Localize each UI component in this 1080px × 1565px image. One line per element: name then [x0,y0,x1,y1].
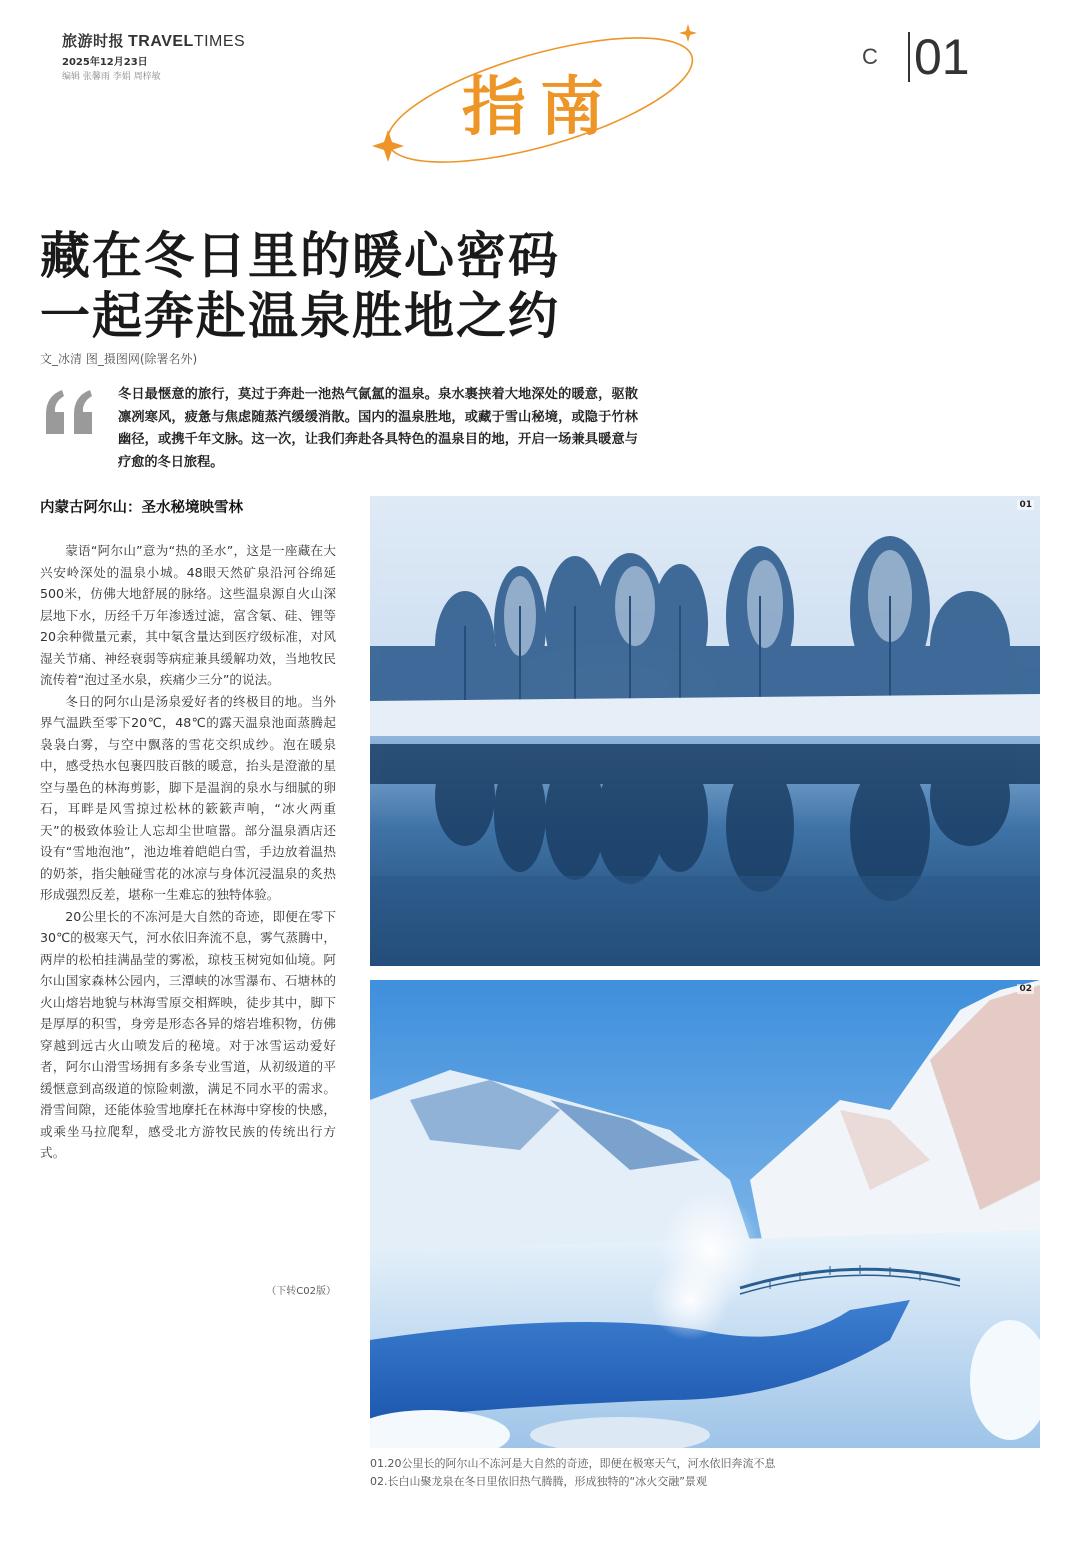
article-body [40,540,336,1164]
body-paragraph: 蒙语“阿尔山”意为“热的圣水”，这是一座藏在大兴安岭深处的温泉小城。48眼天然矿泉沿河谷绵延500米，仿佛大地舒展的脉络。这些温泉源自火山深层地下水，历经千万年渗透过滤，富含氡、硅、锂等20余种微量元素，其中氡含量达到医疗级标准，对风湿关节痛、神经衰弱等病症兼具缓解功效，当地牧民流传着“泡过圣水泉，疾痛少三分”的说法。 [40,543,336,687]
quote-mark-icon [42,384,102,444]
section-title: 指南 [462,71,618,145]
photo-number: 02 [1019,984,1032,994]
editors-line: 编辑 张馨雨 李娟 周梓敏 [62,72,161,82]
byline: 文_冰清 图_摄图网(除署名外) [40,352,198,366]
photo-caption: 01.20公里长的阿尔山不冻河是大自然的奇迹，即便在极寒天气，河水依旧奔流不息 [370,1457,776,1470]
masthead [62,30,302,82]
publication-date: 2025年12月23日 [62,57,148,68]
section-logo [360,18,710,168]
body-paragraph: 20公里长的不冻河是大自然的奇迹，即便在零下30℃的极寒天气，河水依旧奔流不息，雾气蒸腾中，两岸的松柏挂满晶莹的雾凇，琼枝玉树宛如仙境。阿尔山国家森林公园内，三潭峡的冰雪瀑布、石塘林的火山熔岩地貌与林海雪原交相辉映，徒步其中，脚下是厚厚的积雪，身旁是形态各异的熔岩堆积物，仿佛穿越到远古火山喷发后的秘境。对于冰雪运动爱好者，阿尔山滑雪场拥有多条专业雪道，从初级道的平缓惬意到高级道的惊险刺激，满足不同水平的需求。滑雪间隙，还能体验雪地摩托在林海中穿梭的快感，或乘坐马拉爬犁，感受北方游牧民族的传统出行方式。 [40,908,336,1160]
photo-number: 01 [1019,500,1032,510]
body-paragraph: 冬日的阿尔山是汤泉爱好者的终极目的地。当外界气温跌至零下20℃，48℃的露天温泉池面蒸腾起袅袅白雾，与空中飘落的雪花交织成纱。泡在暖泉中，感受热水包裹四肢百骸的暖意，抬头是澄澈的星空与墨色的林海剪影，脚下是温润的泉水与细腻的卵石，耳畔是风雪掠过松林的簌簌声响，“冰火两重天”的极致体验让人忘却尘世喧嚣。部分温泉酒店还设有“雪地泡池”，池边堆着皑皑白雪，手边放着温热的奶茶，指尖触碰雪花的冰凉与身体沉浸温泉的炙热形成强烈反差，堪称一生难忘的独特体验。 [40,693,336,902]
photo-frozen-river-image [370,496,1040,966]
headline [40,226,660,346]
brand-en-bold: TRAVEL [128,33,194,50]
headline-line-2: 一起奔赴温泉胜地之约 [40,286,560,345]
brand-en-light: TIMES [193,33,246,50]
article-subhead: 内蒙古阿尔山：圣水秘境映雪林 [40,500,243,516]
headline-line-1: 藏在冬日里的暖心密码 [40,226,560,285]
photo-snow-valley [370,980,1040,1448]
photo-caption: 02.长白山聚龙泉在冬日里依旧热气腾腾，形成独特的“冰火交融”景观 [370,1475,707,1488]
photo-frozen-river [370,496,1040,966]
page-number-divider [908,32,910,82]
page-number-value: 01 [914,29,970,85]
article-intro: 冬日最惬意的旅行，莫过于奔赴一池热气氤氲的温泉。泉水裹挟着大地深处的暖意，驱散凛冽寒风，疲惫与焦虑随蒸汽缓缓消散。国内的温泉胜地，或藏于雪山秘境，或隐于竹林幽径，或携千年文脉。这一次，让我们奔赴各具特色的温泉目的地，开启一场兼具暖意与疗愈的冬日旅程。 [118,387,638,470]
newspaper-brand [62,30,302,51]
section-letter: C [862,44,888,69]
brand-cn: 旅游时报 [62,32,125,50]
photo-snow-valley-image [370,980,1040,1448]
continued-note: （下转C02版） [266,1286,336,1297]
photo-captions [370,1455,1050,1491]
